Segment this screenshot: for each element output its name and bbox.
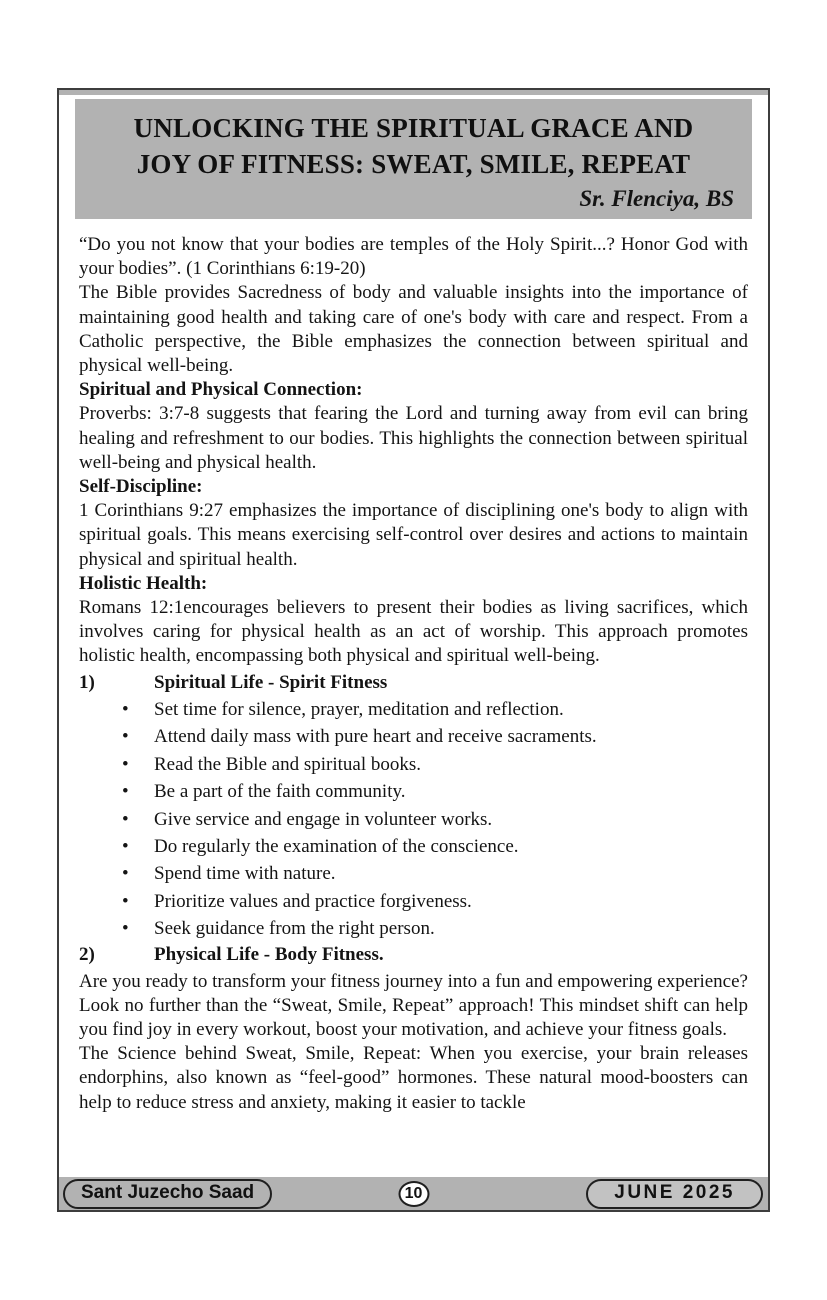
section-heading: Spiritual and Physical Connection: — [79, 379, 363, 401]
bullet-icon: • — [122, 726, 129, 748]
bullet-text: Read the Bible and spiritual books. — [154, 753, 422, 775]
bullet-icon: • — [122, 836, 129, 857]
bullet-icon: • — [122, 863, 129, 885]
bullet-item — [79, 753, 748, 777]
bullet-item — [79, 780, 748, 804]
bullet-text: Spend time with nature. — [154, 863, 336, 885]
bullet-text: Set time for silence, prayer, meditation and reflection. — [154, 699, 564, 721]
bullet-text: Prioritize values and practice forgiveness. — [154, 890, 472, 912]
bullet-item — [79, 862, 748, 886]
numbered-heading — [79, 671, 748, 695]
paragraph: 1 Corinthians 9:27 emphasizes the importance of disciplining one's body to align with spiritual goals. This means exercising self-control over desires and actions to maintain physical and spiritual health. — [79, 500, 748, 570]
bullet-icon: • — [122, 890, 129, 912]
bullet-text: Attend daily mass with pure heart and receive sacraments. — [154, 726, 597, 748]
numbered-heading-number: 1) — [79, 671, 95, 693]
bullet-icon: • — [122, 753, 129, 775]
paragraph: Romans 12:1encourages believers to present their bodies as living sacrifices, which involves caring for physical health as an act of worship. This approach promotes holistic health, encompassing both physical and spiritual well-being. — [79, 597, 748, 667]
bullet-item — [79, 890, 748, 914]
numbered-heading-number: 2) — [79, 944, 95, 966]
section-heading: Holistic Health: — [79, 572, 208, 594]
footer — [59, 1177, 768, 1210]
bullet-icon: • — [122, 699, 129, 721]
title-line-2: JOY OF FITNESS: SWEAT, SMILE, REPEAT — [136, 149, 691, 179]
numbered-heading-label: Physical Life - Body Fitness. — [154, 944, 384, 966]
bullet-item — [79, 917, 748, 941]
paragraph: Proverbs: 3:7-8 suggests that fearing the Lord and turning away from evil can bring healing and refreshment to our bodies. This highlights the connection between spiritual well-being and physical health. — [79, 403, 748, 473]
bullet-item — [79, 725, 748, 749]
paragraph: The Bible provides Sacredness of body and valuable insights into the importance of maintaining good health and taking care of one's body with care and respect. From a Catholic perspective, the Bible emphasizes the connection between spiritual and physical well-being. — [79, 282, 748, 377]
bullet-icon: • — [122, 781, 129, 803]
footer-page-number: 10 — [398, 1181, 429, 1207]
paragraph: Are you ready to transform your fitness journey into a fun and empowering experience? Look no further than the “Sweat, Smile, Repeat” approach! This mindset shift can help you find joy in every workout, boost your motivation, and achieve your fitness goals. — [79, 970, 748, 1040]
bullet-text: Seek guidance from the right person. — [154, 918, 435, 940]
paragraph: “Do you not know that your bodies are temples of the Holy Spirit...? Honor God with your bodies”. (1 Corinthians 6:19-20) — [79, 234, 748, 280]
bullet-text: Be a part of the faith community. — [154, 781, 406, 803]
bullet-item — [79, 808, 748, 832]
article-header — [75, 99, 752, 219]
bullet-icon: • — [122, 808, 129, 830]
bullet-item — [79, 698, 748, 722]
footer-publication-badge: Sant Juzecho Saad — [63, 1179, 272, 1209]
title-line-1: UNLOCKING THE SPIRITUAL GRACE AND — [133, 113, 694, 143]
bullet-text: Do regularly the examination of the conscience. — [154, 836, 519, 857]
footer-date-badge: JUNE 2025 — [586, 1179, 763, 1209]
page-frame — [57, 88, 770, 1212]
article-author: Sr. Flenciya, BS — [579, 186, 734, 211]
section-heading: Self-Discipline: — [79, 476, 203, 498]
top-gray-strip — [59, 90, 768, 95]
numbered-heading — [79, 943, 748, 967]
bullet-icon: • — [122, 918, 129, 940]
numbered-heading-label: Spiritual Life - Spirit Fitness — [154, 671, 388, 693]
bullet-text: Give service and engage in volunteer works. — [154, 808, 493, 830]
article-title — [87, 110, 740, 182]
article-body — [79, 233, 748, 1115]
paragraph: The Science behind Sweat, Smile, Repeat: When you exercise, your brain releases endorphins, also known as “feel-good” hormones. These natural mood-boosters can help to reduce stress and anxiety, making it easier to tackle — [79, 1043, 748, 1113]
bullet-item — [79, 835, 748, 859]
